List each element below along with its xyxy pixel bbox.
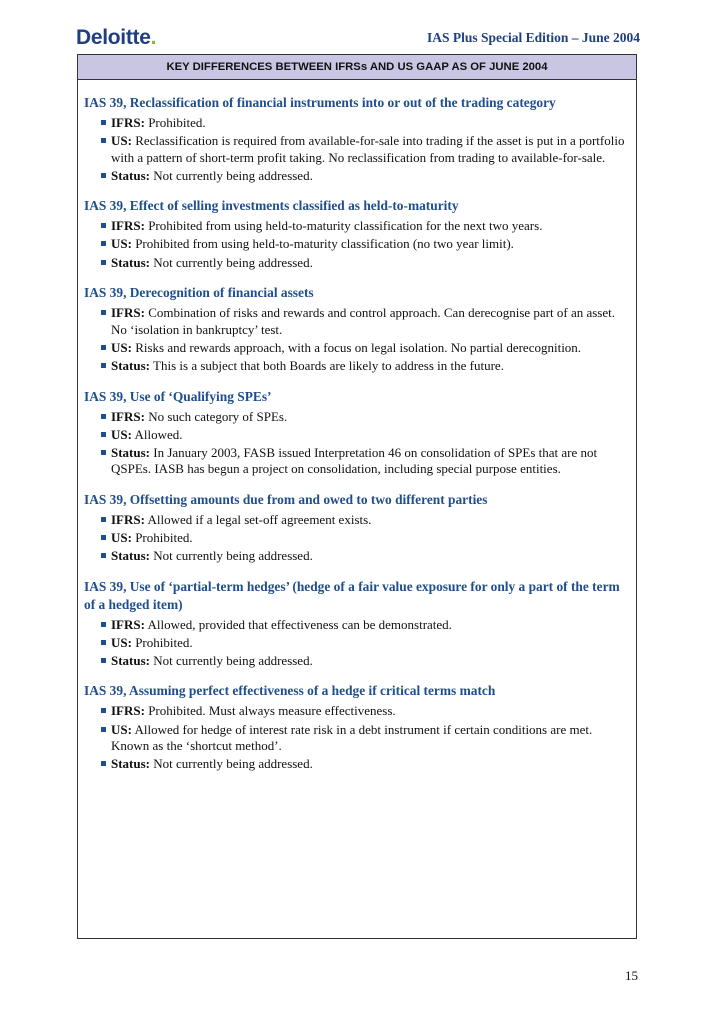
item-label: IFRS:: [111, 305, 145, 321]
item-text: Allowed if a legal set-off agreement exists.: [144, 511, 372, 527]
logo-dot: .: [150, 26, 157, 49]
list-item: [84, 722, 632, 755]
difference-section: [84, 388, 632, 478]
list-item: [84, 305, 632, 338]
list-item: [84, 236, 632, 253]
square-bullet-icon: [101, 363, 106, 368]
section-title: IAS 39, Effect of selling investments classified as held-to-maturity: [84, 198, 459, 214]
square-bullet-icon: [101, 553, 106, 558]
item-text: Combination of risks and rewards and control approach. Can derecognise part of an asset. No ‘isolation in bankruptcy’ test.: [111, 305, 615, 337]
difference-section: [84, 284, 632, 374]
item-text: No such category of SPEs.: [144, 408, 288, 424]
item-text: Prohibited. Must always measure effectiveness.: [144, 703, 396, 719]
item-text: This is a subject that both Boards are likely to address in the future.: [150, 357, 504, 373]
square-bullet-icon: [101, 727, 106, 732]
square-bullet-icon: [101, 173, 106, 178]
item-label: US:: [111, 721, 132, 737]
square-bullet-icon: [101, 138, 106, 143]
square-bullet-icon: [101, 761, 106, 766]
list-item: [84, 255, 632, 272]
list-item: [84, 653, 632, 670]
item-label: US:: [111, 133, 132, 149]
logo-text: Deloitte: [76, 26, 151, 49]
item-label: US:: [111, 530, 132, 545]
square-bullet-icon: [101, 708, 106, 713]
section-title: IAS 39, Use of ‘partial-term hedges’ (hedge of a fair value exposure for only a part of the term of a hedged item): [84, 578, 620, 612]
list-item: [84, 617, 632, 634]
item-label: US:: [111, 339, 132, 355]
list-item: [84, 703, 632, 720]
list-item: [84, 218, 632, 235]
differences-list: [84, 94, 632, 786]
list-item: [84, 756, 632, 773]
square-bullet-icon: [101, 223, 106, 228]
section-banner: KEY DIFFERENCES BETWEEN IFRSs AND US GAAP AS OF JUNE 2004: [78, 55, 636, 80]
item-label: IFRS:: [111, 703, 145, 719]
difference-section: [84, 197, 632, 271]
item-label: US:: [111, 236, 132, 252]
list-item: [84, 512, 632, 529]
deloitte-logo: [76, 26, 156, 50]
item-text: Allowed for hedge of interest rate risk in a debt instrument if certain conditions are met. Known as the ‘shortcut method’.: [111, 721, 593, 754]
item-text: Not currently being addressed.: [150, 548, 313, 564]
square-bullet-icon: [101, 260, 106, 265]
item-text: Prohibited.: [131, 530, 193, 545]
item-text: Prohibited.: [131, 634, 193, 650]
list-item: [84, 340, 632, 357]
list-item: [84, 445, 632, 478]
square-bullet-icon: [101, 310, 106, 315]
square-bullet-icon: [101, 414, 106, 419]
square-bullet-icon: [101, 517, 106, 522]
item-label: Status:: [111, 756, 151, 772]
section-title: IAS 39, Offsetting amounts due from and owed to two different parties: [84, 491, 488, 507]
difference-section: [84, 94, 632, 184]
item-label: IFRS:: [111, 218, 145, 234]
list-item: [84, 358, 632, 375]
square-bullet-icon: [101, 658, 106, 663]
edition-title: IAS Plus Special Edition – June 2004: [426, 30, 640, 45]
square-bullet-icon: [101, 640, 106, 645]
list-item: [84, 168, 632, 185]
list-item: [84, 548, 632, 565]
square-bullet-icon: [101, 450, 106, 455]
item-text: Reclassification is required from available-for-sale into trading if the asset is put in a portfolio with a pattern of short-term profit taking. No reclassification from trading to available-for-sale.: [111, 133, 625, 165]
item-label: US:: [111, 426, 132, 442]
item-text: Not currently being addressed.: [150, 254, 313, 270]
item-text: Prohibited from using held-to-maturity classification (no two year limit).: [131, 236, 514, 252]
section-title: IAS 39, Use of ‘Qualifying SPEs’: [84, 388, 272, 404]
list-item: [84, 115, 632, 132]
difference-section: [84, 578, 632, 670]
item-label: Status:: [111, 167, 151, 183]
item-label: IFRS:: [111, 408, 145, 424]
item-label: Status:: [111, 444, 151, 460]
item-label: IFRS:: [111, 511, 145, 527]
item-label: IFRS:: [111, 115, 145, 130]
square-bullet-icon: [101, 345, 106, 350]
square-bullet-icon: [101, 120, 106, 125]
list-item: [84, 530, 632, 547]
difference-section: [84, 491, 632, 565]
item-text: Prohibited.: [144, 115, 206, 130]
section-title: IAS 39, Derecognition of financial assets: [84, 285, 314, 301]
item-text: Allowed, provided that effectiveness can be demonstrated.: [144, 616, 452, 632]
item-text: In January 2003, FASB issued Interpretation 46 on consolidation of SPEs that are not QSPEs. IASB has begun a project on consolidation, including special purpose entities.: [111, 444, 598, 477]
page-header: [76, 26, 640, 48]
item-label: Status:: [111, 357, 151, 373]
square-bullet-icon: [101, 622, 106, 627]
section-title: IAS 39, Assuming perfect effectiveness of a hedge if critical terms match: [84, 683, 496, 699]
item-label: US:: [111, 634, 132, 650]
square-bullet-icon: [101, 241, 106, 246]
list-item: [84, 133, 632, 166]
page-number: 15: [625, 968, 638, 983]
item-label: Status:: [111, 548, 151, 564]
item-text: Allowed.: [131, 426, 183, 442]
square-bullet-icon: [101, 535, 106, 540]
difference-section: [84, 682, 632, 772]
section-title: IAS 39, Reclassification of financial instruments into or out of the trading category: [84, 95, 556, 110]
list-item: [84, 409, 632, 426]
list-item: [84, 635, 632, 652]
item-text: Not currently being addressed.: [150, 756, 313, 772]
item-label: IFRS:: [111, 616, 145, 632]
item-text: Not currently being addressed.: [150, 167, 313, 183]
list-item: [84, 427, 632, 444]
square-bullet-icon: [101, 432, 106, 437]
item-text: Risks and rewards approach, with a focus on legal isolation. No partial derecognition.: [131, 339, 582, 355]
item-text: Not currently being addressed.: [150, 652, 313, 668]
item-label: Status:: [111, 652, 151, 668]
item-text: Prohibited from using held-to-maturity classification for the next two years.: [144, 218, 543, 234]
item-label: Status:: [111, 254, 151, 270]
